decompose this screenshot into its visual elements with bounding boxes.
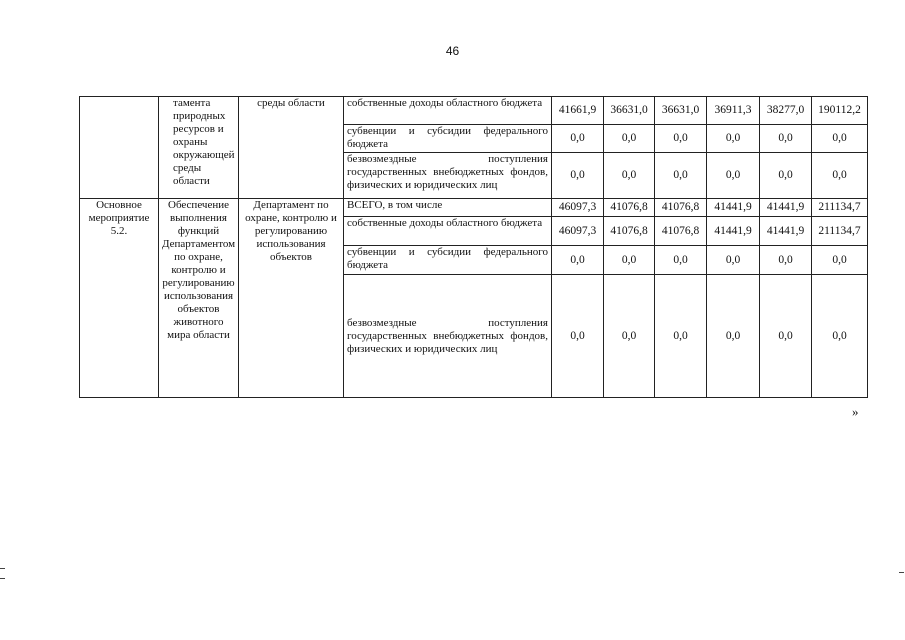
value-cell: 46097,3: [552, 199, 604, 217]
value-cell: 46097,3: [552, 217, 604, 246]
value-cell: 36911,3: [707, 97, 760, 125]
value-cell: 0,0: [707, 125, 760, 153]
executor-cell: среды области: [239, 97, 344, 199]
value-cell: 0,0: [655, 125, 707, 153]
value-cell: 0,0: [552, 125, 604, 153]
value-cell: 0,0: [604, 153, 655, 199]
value-cell: 0,0: [552, 153, 604, 199]
scan-edge-mark: [0, 568, 5, 569]
scan-edge-mark: [0, 578, 5, 579]
value-cell: 0,0: [707, 246, 760, 275]
responsible-name-cell: тамента природных ресурсов и охраны окружающей среды области: [159, 97, 239, 199]
value-cell: 0,0: [812, 153, 868, 199]
funding-source: безвозмездные поступления государственных внебюджетных фондов, физических и юридических лиц: [344, 153, 552, 199]
value-cell: 0,0: [760, 153, 812, 199]
measure-type-label: Основное мероприятие 5.2.: [80, 199, 159, 398]
value-cell: 41076,8: [655, 217, 707, 246]
value-cell: 36631,0: [655, 97, 707, 125]
measure-executor: Департамент по охране, контролю и регулированию использования объектов: [239, 199, 344, 398]
measure-type-cell-empty: [80, 97, 159, 199]
value-cell: 41661,9: [552, 97, 604, 125]
value-cell: 0,0: [812, 275, 868, 398]
funding-source: ВСЕГО, в том числе: [344, 199, 552, 217]
value-cell: 0,0: [604, 125, 655, 153]
funding-source: собственные доходы областного бюджета: [344, 217, 552, 246]
value-cell: 41441,9: [707, 199, 760, 217]
value-cell: 41441,9: [760, 199, 812, 217]
table-row: [80, 97, 868, 125]
funding-source: субвенции и субсидии федерального бюджета: [344, 125, 552, 153]
table-row: [80, 199, 868, 217]
value-cell: 36631,0: [604, 97, 655, 125]
funding-source: собственные доходы областного бюджета: [344, 97, 552, 125]
value-cell: 0,0: [552, 246, 604, 275]
value-cell: 38277,0: [760, 97, 812, 125]
measure-name: Обеспечение выполнения функций Департаментом по охране, контролю и регулированию использования объектов животного мира области: [159, 199, 239, 398]
value-cell: 211134,7: [812, 199, 868, 217]
value-cell: 0,0: [812, 125, 868, 153]
page-number: 46: [445, 44, 460, 58]
budget-table: [79, 96, 868, 398]
value-cell: 41076,8: [604, 217, 655, 246]
closing-quote-mark: »: [852, 404, 859, 419]
value-cell: 41076,8: [604, 199, 655, 217]
value-cell: 0,0: [604, 246, 655, 275]
value-cell: 41076,8: [655, 199, 707, 217]
value-cell: 41441,9: [760, 217, 812, 246]
funding-source: субвенции и субсидии федерального бюджета: [344, 246, 552, 275]
value-cell: 0,0: [707, 153, 760, 199]
value-cell: 0,0: [760, 246, 812, 275]
value-cell: 211134,7: [812, 217, 868, 246]
value-cell: 0,0: [655, 275, 707, 398]
value-cell: 0,0: [604, 275, 655, 398]
value-cell: 190112,2: [812, 97, 868, 125]
value-cell: 0,0: [707, 275, 760, 398]
scan-edge-mark: [899, 572, 904, 573]
value-cell: 0,0: [812, 246, 868, 275]
value-cell: 0,0: [655, 246, 707, 275]
value-cell: 0,0: [655, 153, 707, 199]
value-cell: 0,0: [552, 275, 604, 398]
value-cell: 41441,9: [707, 217, 760, 246]
value-cell: 0,0: [760, 125, 812, 153]
value-cell: 0,0: [760, 275, 812, 398]
funding-source: безвозмездные поступления государственных внебюджетных фондов, физических и юридических лиц: [344, 275, 552, 398]
